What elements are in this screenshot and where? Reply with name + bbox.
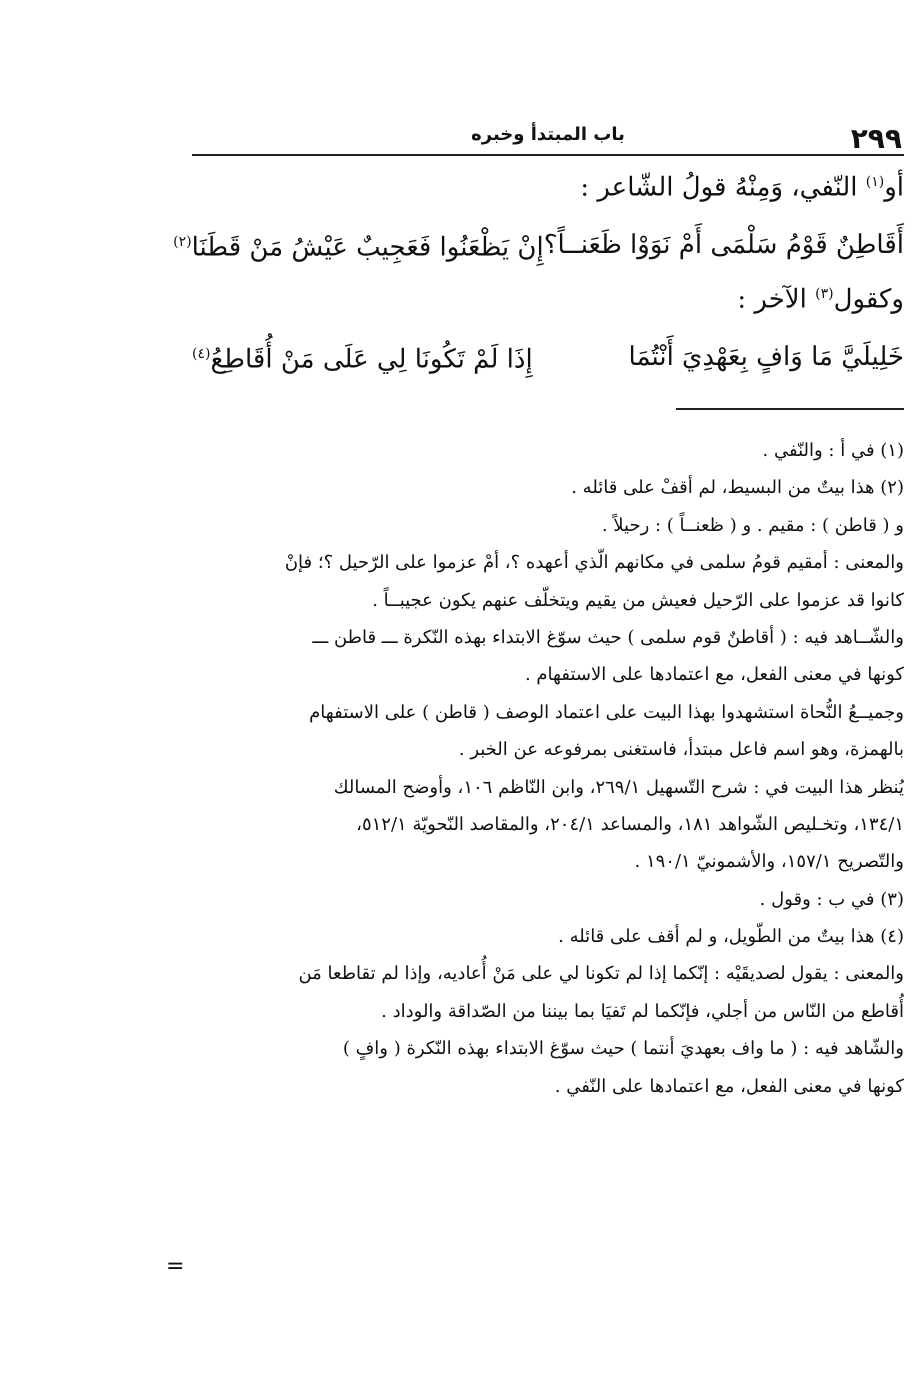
- footnote-line: كونها في معنى الفعل، مع اعتمادها على النّفي .: [554, 1075, 904, 1097]
- footnote-3: (٣) في ب : وقول .: [759, 888, 904, 910]
- page-header: [192, 118, 904, 156]
- footnote-line: يُنظر هذا البيت في : شرح التّسهيل ٢٦٩/١، وابن النّاظم ١٠٦، وأوضح المسالك: [333, 776, 904, 798]
- footnote-2: (٢) هذا بيتٌ من البسيط، لم أقفْ على قائله .: [571, 477, 904, 499]
- footnote-separator: [676, 408, 904, 410]
- verse-1-first-hemistich: أَقَاطِنٌ قَوْمُ سَلْمَى أَمْ نَوَوْا ظَعَنــاً؟: [543, 230, 904, 260]
- footnote-4: (٤) هذا بيتٌ من الطّويل، و لم أقف على قائله .: [558, 926, 904, 948]
- footnote-line: والتّصريح ١٥٧/١، والأشمونيّ ١٩٠/١ .: [634, 851, 904, 873]
- footnote-line: كانوا قد عزموا على الرّحيل فعيش من يقيم ويتخلّف عنهم يكون عجيبــاً .: [372, 589, 904, 611]
- footnotes: [196, 432, 904, 1105]
- verse-1: [173, 208, 904, 274]
- footnote-line: والمعنى : يقول لصديقَيْه : إنّكما إذا لم تكونا لي على مَنْ أُعاديه، وإذا لم تقاطعا مَن: [298, 963, 904, 985]
- verse-2-second-hemistich: إِذَا لَمْ تَكُونَا لِي عَلَى مَنْ أُقَاطِعُ$^{(٤)}$: [192, 344, 533, 375]
- footnote-line: والمعنى : أمقيم قومُ سلمى في مكانهم الّذي أعهده ؟، أمْ عزموا على الرّحيل ؟؛ فإنْ: [284, 552, 904, 574]
- page-end-mark: =: [166, 1254, 185, 1279]
- verse-2-first-hemistich: خَلِيلَيَّ مَا وَافٍ بِعَهْدِيَ أَنْتُمَا: [628, 342, 904, 372]
- intro-line: أو$^{(١)}$ النّفي، وَمِنْهُ قولُ الشّاعر :: [580, 172, 904, 203]
- footnote-line: أُقاطع من النّاس من أجلي، فإنّكما لم تَفيَا بما بيننا من الصّداقة والوداد .: [381, 1000, 904, 1022]
- footnote-line: و ( قاطن ) : مقيم . و ( ظعنــاً ) : رحيلاً .: [601, 514, 904, 536]
- footnote-line: وجميــعُ النُّحاة استشهدوا بهذا البيت على اعتماد الوصف ( قاطن ) على الاستفهام: [309, 701, 904, 723]
- footnote-ref-4: (٤): [192, 346, 211, 363]
- running-title: باب المبتدأ وخبره: [471, 124, 625, 145]
- footnote-line: كونها في معنى الفعل، مع اعتمادها على الاستفهام .: [524, 664, 904, 686]
- footnote-line: بالهمزة، وهو اسم فاعل مبتدأ، فاستغنى بمرفوعه عن الخبر .: [458, 739, 904, 761]
- footnote-1: (١) في أ : والنّفي .: [762, 440, 904, 461]
- verse-2: [192, 320, 904, 386]
- verse-1-second-hemistich: إِنْ يَظْعَنُوا فَعَجِيبٌ عَيْشُ مَنْ قَطَنَا$^{(٢)}$: [173, 232, 544, 263]
- page-number: ٢٩٩: [850, 122, 902, 155]
- main-text: [173, 162, 904, 386]
- intro-line-2: وكقول$^{(٣)}$ الآخر :: [737, 284, 904, 315]
- footnote-ref-1: (١): [865, 174, 885, 190]
- footnote-line: والشّاهد فيه : ( ما واف بعهديَ أنتما ) حيث سوّغ الابتداء بهذه النّكرة ( وافٍ ): [342, 1038, 904, 1060]
- footnote-line: ١٣٤/١، وتخـليص الشّواهد ١٨١، والمساعد ٢٠٤/١، والمقاصد النّحويّة ٥١٢/١،: [356, 813, 904, 835]
- footnote-ref-2: (٢): [173, 234, 192, 251]
- footnote-ref-3: (٣): [815, 286, 834, 302]
- footnote-line: والشّــاهد فيه : ( أقاطنٌ قوم سلمى ) حيث سوّغ الابتداء بهذه النّكرة ـــ قاطن ـــ: [312, 626, 904, 648]
